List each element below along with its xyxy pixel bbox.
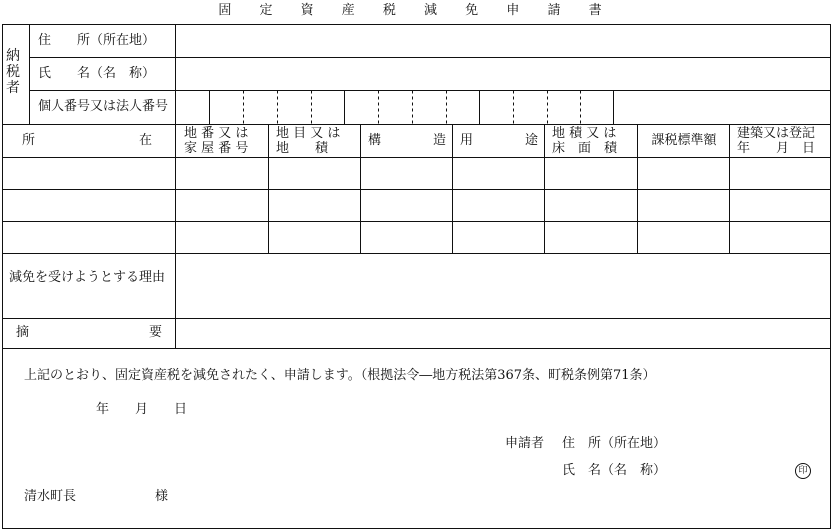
seal-icon: 印	[795, 463, 811, 479]
reason-field[interactable]	[182, 258, 826, 314]
reason-label: 減免を受けようとする理由	[9, 270, 166, 285]
applicant-label: 申請者	[505, 436, 545, 451]
header-registration: 建築又は登記 年 月 日	[737, 126, 816, 156]
taxpayer-address-label: 住 所（所在地）	[38, 33, 156, 48]
header-area: 地 積 又 は 床 面 積	[552, 126, 618, 156]
taxpayer-number-label: 個人番号又は法人番号	[38, 99, 169, 114]
header-location: 所 在	[22, 133, 152, 148]
taxpayer-group-label: 納税者	[6, 48, 20, 96]
applicant-address-label: 住 所（所在地）	[562, 436, 667, 451]
summary-label: 摘 要	[16, 325, 162, 340]
summary-field[interactable]	[182, 322, 826, 344]
applicant-name-label: 氏 名（名 称）	[562, 463, 667, 478]
header-land-category: 地 目 又 は 地 積	[276, 126, 341, 156]
header-usage: 用 途	[460, 133, 538, 148]
declaration-statement: 上記のとおり、固定資産税を減免されたく、申請します。（根拠法令―地方税法第367条、町税条例第71条）	[24, 368, 656, 383]
header-assessed-value: 課税標準額	[651, 133, 717, 148]
application-date[interactable]: 年 月 日	[96, 402, 188, 417]
addressee: 清水町長	[24, 489, 77, 504]
addressee-honorific: 様	[155, 489, 169, 504]
taxpayer-name-label: 氏 名（名 称）	[38, 66, 156, 81]
form-title: 固 定 資 産 税 減 免 申 請 書	[218, 3, 614, 18]
header-lot-number: 地 番 又 は 家 屋 番 号	[184, 126, 249, 156]
header-structure: 構 造	[368, 133, 446, 148]
